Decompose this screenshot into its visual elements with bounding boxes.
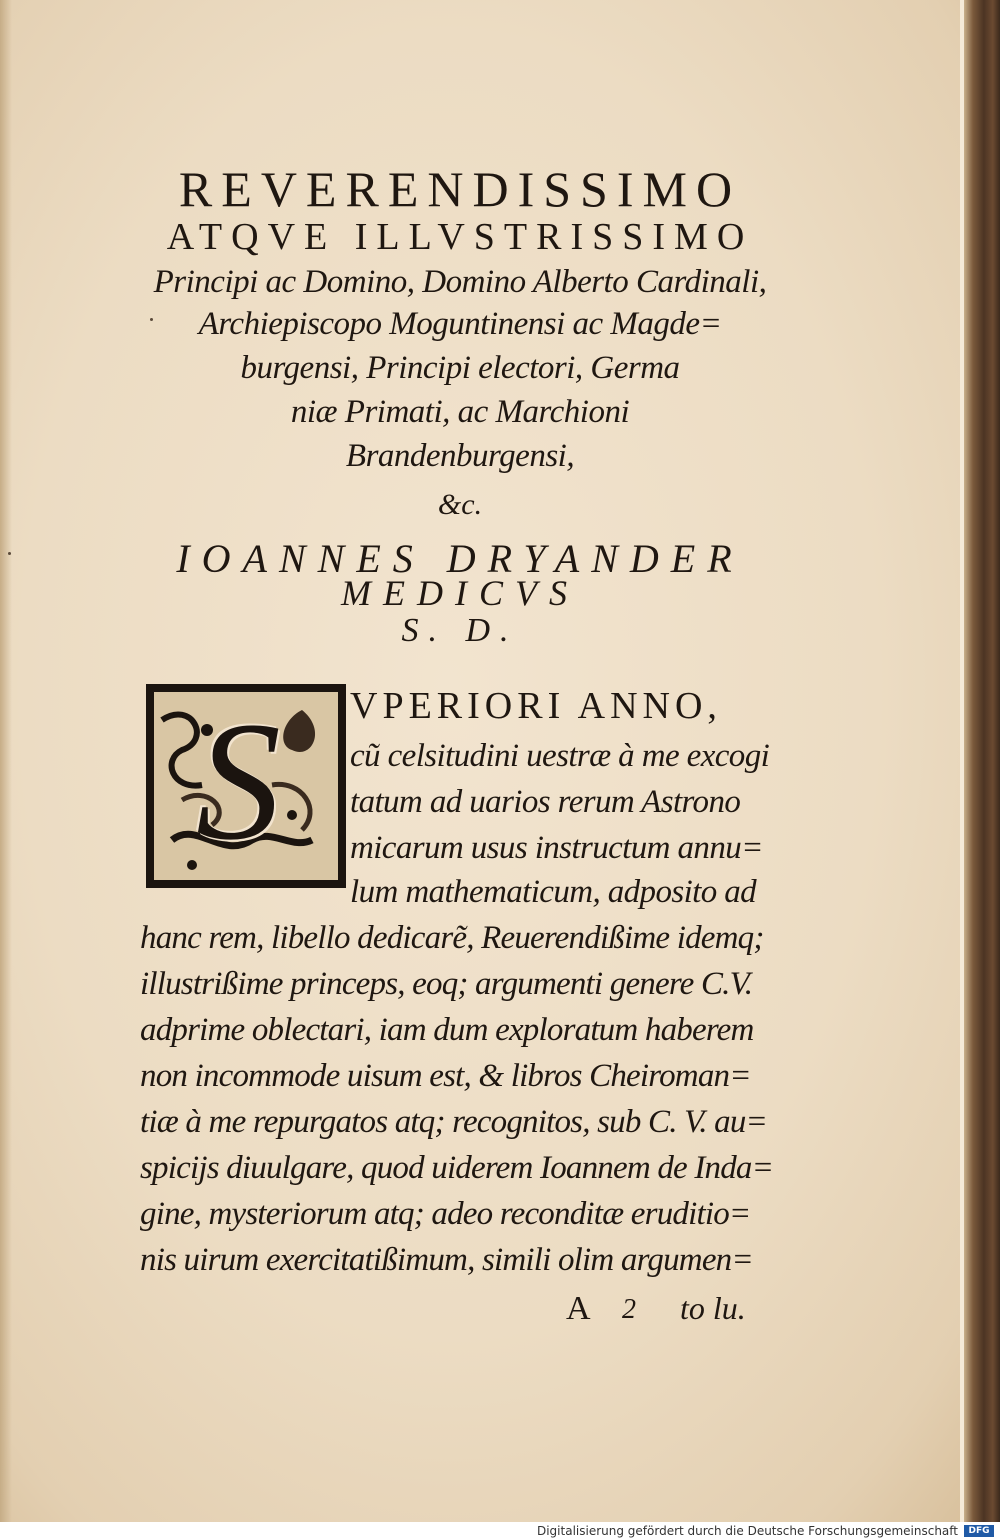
signature-mark: A — [566, 1290, 591, 1327]
author-name: IOANNES DRYANDER — [176, 536, 744, 581]
dedication-line-3: burgensi, Principi electori, Germa — [240, 350, 680, 386]
catchword: to lu. — [680, 1290, 746, 1326]
body-line-1: VPERIORI ANNO, — [350, 685, 722, 727]
salutation: S. D. — [401, 612, 519, 649]
author-title: MEDICVS — [341, 573, 579, 613]
body-line-9: non incommode uisum est, & libros Cheiroman= — [140, 1058, 751, 1094]
page-shadow — [0, 0, 12, 1522]
dfg-logo: DFG — [964, 1525, 994, 1537]
body-line-6: hanc rem, libello dedicarẽ, Reuerendißime idemq; — [140, 920, 764, 956]
dedication-line-1: Principi ac Domino, Domino Alberto Cardinali, — [153, 264, 767, 300]
body-line-10: tiæ à me repurgatos atq; recognitos, sub C. V. au= — [140, 1104, 767, 1140]
heading-line-2: ATQVE ILLVSTRISSIMO — [166, 216, 754, 258]
body-line-11: spicijs diuulgare, quod uiderem Ioannem de Inda= — [140, 1150, 774, 1186]
dedication-etc: &c. — [437, 488, 483, 521]
dedication-line-4: niæ Primati, ac Marchioni — [290, 394, 630, 430]
body-line-13: nis uirum exercitatißimum, simili olim argumen= — [140, 1242, 753, 1278]
dedication-line-2: Archiepiscopo Moguntinensi ac Magde= — [198, 306, 722, 342]
footer-bar — [0, 1522, 1000, 1540]
body-line-7: illustrißime princeps, eoq; argumenti genere C.V. — [140, 966, 753, 1002]
body-line-12: gine, mysteriorum atq; adeo reconditæ eruditio= — [140, 1196, 751, 1232]
margin-mark — [8, 552, 11, 555]
body-line-4: micarum usus instructum annu= — [350, 830, 763, 866]
body-line-8: adprime oblectari, iam dum exploratum haberem — [140, 1012, 754, 1048]
decorated-initial — [146, 684, 346, 888]
dedication-line-5: Brandenburgensi, — [345, 438, 575, 474]
signature-number: 2 — [622, 1294, 636, 1325]
book-binding — [964, 0, 1000, 1522]
body-line-5: lum mathematicum, adposito ad — [350, 874, 757, 910]
initial-letter: S — [196, 687, 281, 875]
heading-line-1: REVERENDISSIMO — [178, 161, 742, 217]
body-line-3: tatum ad uarios rerum Astrono — [350, 784, 741, 820]
footer-credit: Digitalisierung gefördert durch die Deutsche Forschungsgemeinschaft — [536, 1524, 958, 1538]
body-line-2: cũ celsitudini uestræ à me excogi — [350, 738, 770, 774]
